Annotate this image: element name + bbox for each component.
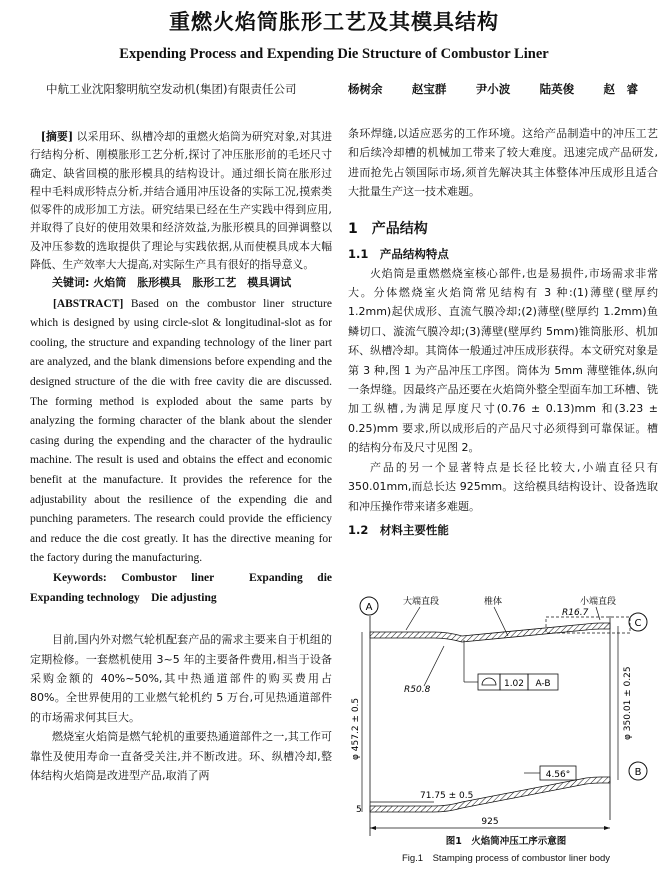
wall-thickness-dim: 5	[356, 805, 362, 815]
datum-a-label: A	[365, 602, 373, 613]
keywords-cn-text: 火焰筒 胀形模具 胀形工艺 模具调试	[93, 276, 292, 290]
author: 赵宝群	[411, 82, 447, 96]
large-diameter-dim: φ 457.2 ± 0.5	[351, 697, 361, 760]
small-end-label: 小端直段	[580, 597, 617, 607]
big-end-label: 大端直段	[403, 597, 440, 607]
total-length-dim: 925	[481, 817, 499, 827]
introduction	[30, 630, 332, 785]
author: 赵 睿	[603, 82, 638, 96]
bottom-wall	[370, 777, 610, 812]
section-heading: 1 产品结构	[348, 220, 428, 237]
profile-tolerance-icon	[482, 678, 496, 685]
figure-caption-en: Fig.1 Stamping process of combustor liner body	[401, 853, 611, 864]
paper-title: 重燃火焰筒胀形工艺及其模具结构	[169, 10, 499, 34]
figure-caption-cn: 图1 火焰筒冲压工序示意图	[445, 836, 567, 847]
author: 尹小波	[475, 82, 511, 96]
abstract-cn	[30, 128, 332, 274]
tolerance-datum: A-B	[535, 679, 551, 689]
right-column	[348, 124, 658, 540]
body-paragraph: 条环焊缝,以适应恶劣的工作环境。这给产品制造中的冲压工艺和后续冷却槽的机械加工带来了较大难度。迅速完成产品研发,进而抢先占领国际市场,须首先解决其主体整体冲压成形且适合大批量生产这一技术难题。	[348, 127, 658, 199]
datum-c-label: C	[634, 618, 642, 629]
top-wall	[370, 623, 610, 642]
cone-label: 椎体	[484, 597, 503, 607]
radius-large-label: R50.8	[404, 685, 431, 695]
body-paragraph: 火焰筒是重燃燃烧室核心部件,也是易损件,市场需求非常大。分体燃烧室火焰筒常见结构有 3 种:(1)薄壁(壁厚约 1.2mm)起伏成形、直流气膜冷却;(2)薄壁(壁厚约 1.2mm)鱼鳞切口、漩流气膜冷却;(3)薄壁(壁厚约 5mm)锥筒胀形、机加环、纵槽冷却。其筒体一般通过冲压成形获得。本文研究对象是第 3 种,图 1 为产品冲压工序图。筒体为 5mm 薄壁锥体,纵向一条焊缝。因最终产品还要在火焰筒外整全型面车加工环槽、铣加工纵槽,为满足厚度尺寸(0.76 ± 0.13)mm 和(3.23 ± 0.25)mm 要求,所以成形后的产品尺寸必须得到可靠保证。槽的结构分布及尺寸见图 2。	[348, 266, 658, 455]
abstract-en-text: Based on the combustor liner structure which is designed by using circle-slot & longitudinal-slot as for cooling, the structure and expanding technology of the liner part are analyzed, and the blank dimensions before expending and the designed structure of the die with free cavity die are discussed. The forming method is exploded about the same parts by analyzing the forming character of the blank about the slender casing during the expending and the character of the hydraulic machine. The result is used and obtains the effect and economic benefit at the manufacture. It provides the reference for the adjustability about the resilience of the expending die and punching parameters. The research could provide the efficiency and reduce the die cost greatly. It has the directive meaning for the factory during the manufacturing.	[30, 297, 332, 565]
subsection-heading: 1.2 材料主要性能	[348, 522, 449, 537]
left-column	[30, 128, 344, 785]
subsection-heading: 1.1 产品结构特点	[348, 246, 449, 261]
keywords-cn	[30, 274, 332, 292]
tolerance-value: 1.02	[503, 679, 525, 689]
body-paragraph: 产品的另一个显著特点是长径比较大,小端直径只有 350.01mm,而总长达 925mm。这给模具结构设计、设备选取和冲压操作带来诸多难题。	[348, 460, 658, 513]
big-end-length-dim: 71.75 ± 0.5	[420, 791, 474, 801]
abstract-cn-label: [摘要]	[40, 130, 74, 143]
abstract-en-label: [ABSTRACT]	[53, 297, 124, 310]
author: 陆英俊	[539, 82, 575, 96]
intro-paragraph: 燃烧室火焰筒是燃气轮机的重要热通道部件之一,其工作可靠性及使用寿命一直备受关注,并不断改进。环、纵槽冷却,整体结构火焰筒是改进型产品,取消了两	[30, 730, 332, 783]
cone-angle: 4.56°	[545, 770, 571, 780]
datum-b-label: B	[634, 767, 642, 778]
small-diameter-dim: φ 350.01 ± 0.25	[623, 666, 633, 740]
abstract-en	[30, 295, 332, 569]
keywords-en	[30, 569, 344, 608]
keywords-cn-label: 关键词:	[52, 276, 90, 290]
author: 杨树余	[348, 82, 383, 96]
abstract-cn-text: 以采用环、纵槽冷却的重燃火焰筒为研究对象,对其进行结构分析、刚模胀形工艺分析,探讨了冲压胀形前的毛坯尺寸确定、缺省回模的胀形模具的结构设计。通过细长筒在胀形过程中毛料成形特点分析,并结合通用冲压设备的实际工况,摸索类似零件的成形加工方法。研究结果已经在生产实践中得到应用,并取得了良好的使用效果和经济效益,为胀形模具的回弹调整以及冲压参数的选取提供了理论与实践依据,从而使模具成本大幅降低、生产效率大大提高,对实际生产具有很好的指导意义。	[30, 130, 332, 272]
keywords-en-label: Keywords:	[53, 571, 107, 584]
keywords-en-text: Combustor liner Expanding die Expanding technology Die adjusting	[30, 571, 344, 604]
intro-paragraph: 目前,国内外对燃气轮机配套产品的需求主要来自于机组的定期检修。一套燃机使用 3~5 年的主要备件费用,相当于设备采购金额的 40%~50%,其中热通道部件的购买费用占 80%。全世界使用的工业燃气轮机约 5 万台,可见热通道部件的市场需求何其巨大。	[30, 633, 332, 724]
paper-title-en: Expending Process and Expending Die Structure of Combustor Liner	[119, 46, 549, 62]
figure-1-drawing	[348, 590, 664, 860]
radius-small-label: R16.7	[562, 608, 589, 618]
affiliation: 中航工业沈阳黎明航空发动机(集团)有限责任公司	[46, 82, 297, 96]
author-list	[348, 81, 638, 97]
